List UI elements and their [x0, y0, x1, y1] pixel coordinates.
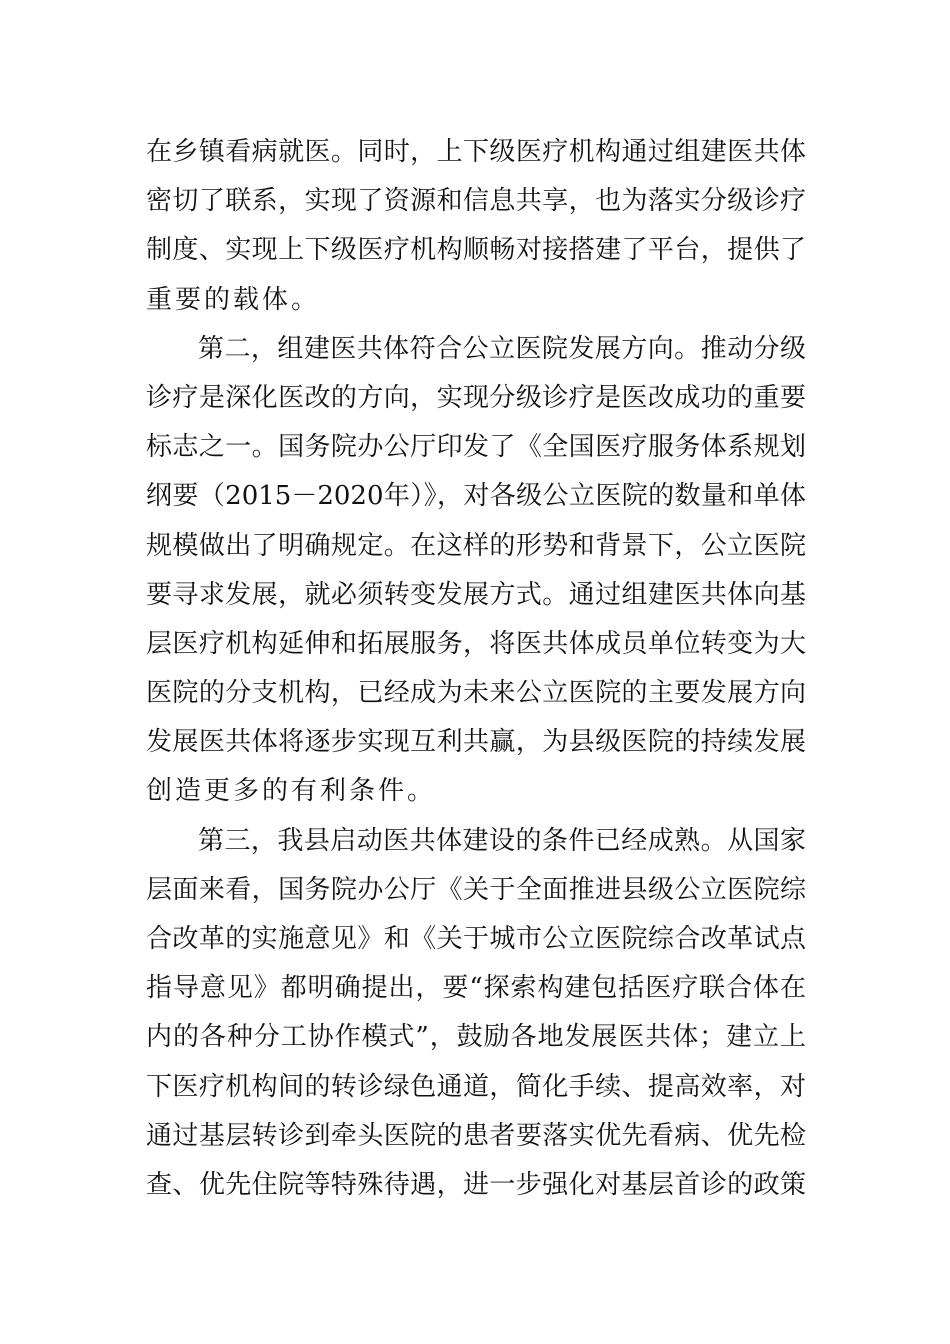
text-line: 层面来看，国务院办公厅《关于全面推进县级公立医院综 — [146, 874, 806, 905]
text-line: 创造更多的有利条件。 — [146, 776, 437, 807]
text-line: 内的各种分工协作模式”，鼓励各地发展医共体；建立上 — [146, 1022, 806, 1053]
text-line: 通过基层转诊到牵头医院的患者要落实优先看病、优先检 — [146, 1120, 806, 1151]
text-line: 在乡镇看病就医。同时，上下级医疗机构通过组建医共体 — [146, 137, 806, 167]
text-line: 规模做出了明确规定。在这样的形势和背景下，公立医院 — [146, 530, 806, 561]
text-line: 要寻求发展，就必须转变发展方式。通过组建医共体向基 — [146, 579, 806, 610]
text-line: 下医疗机构间的转诊绿色通道，简化手续、提高效率，对 — [146, 1071, 806, 1102]
text-line: 标志之一。国务院办公厅印发了《全国医疗服务体系规划 — [146, 432, 806, 463]
paragraph-start-line: 第三，我县启动医共体建设的条件已经成熟。从国家 — [198, 825, 806, 856]
text-line: 重要的载体。 — [146, 284, 321, 315]
text-line: 合改革的实施意见》和《关于城市公立医院综合改革试点 — [146, 924, 806, 954]
text-line: 指导意见》都明确提出，要“探索构建包括医疗联合体在 — [146, 973, 806, 1004]
paragraph-start-line: 第二，组建医共体符合公立医院发展方向。推动分级 — [198, 333, 806, 364]
text-line: 纲要（2015－2020年）》，对各级公立医院的数量和单体 — [146, 481, 806, 512]
text-line: 发展医共体将逐步实现互利共赢，为县级医院的持续发展 — [146, 727, 806, 758]
text-line: 查、优先住院等特殊待遇，进一步强化对基层首诊的政策 — [146, 1169, 806, 1200]
body-text — [146, 128, 806, 1210]
text-line: 医院的分支机构，已经成为未来公立医院的主要发展方向 — [146, 678, 806, 709]
text-line: 制度、实现上下级医疗机构顺畅对接搭建了平台，提供了 — [146, 235, 806, 266]
text-line: 密切了联系，实现了资源和信息共享，也为落实分级诊疗 — [146, 186, 806, 217]
text-line: 层医疗机构延伸和拓展服务，将医共体成员单位转变为大 — [146, 628, 806, 659]
text-line: 诊疗是深化医改的方向，实现分级诊疗是医改成功的重要 — [146, 382, 806, 413]
